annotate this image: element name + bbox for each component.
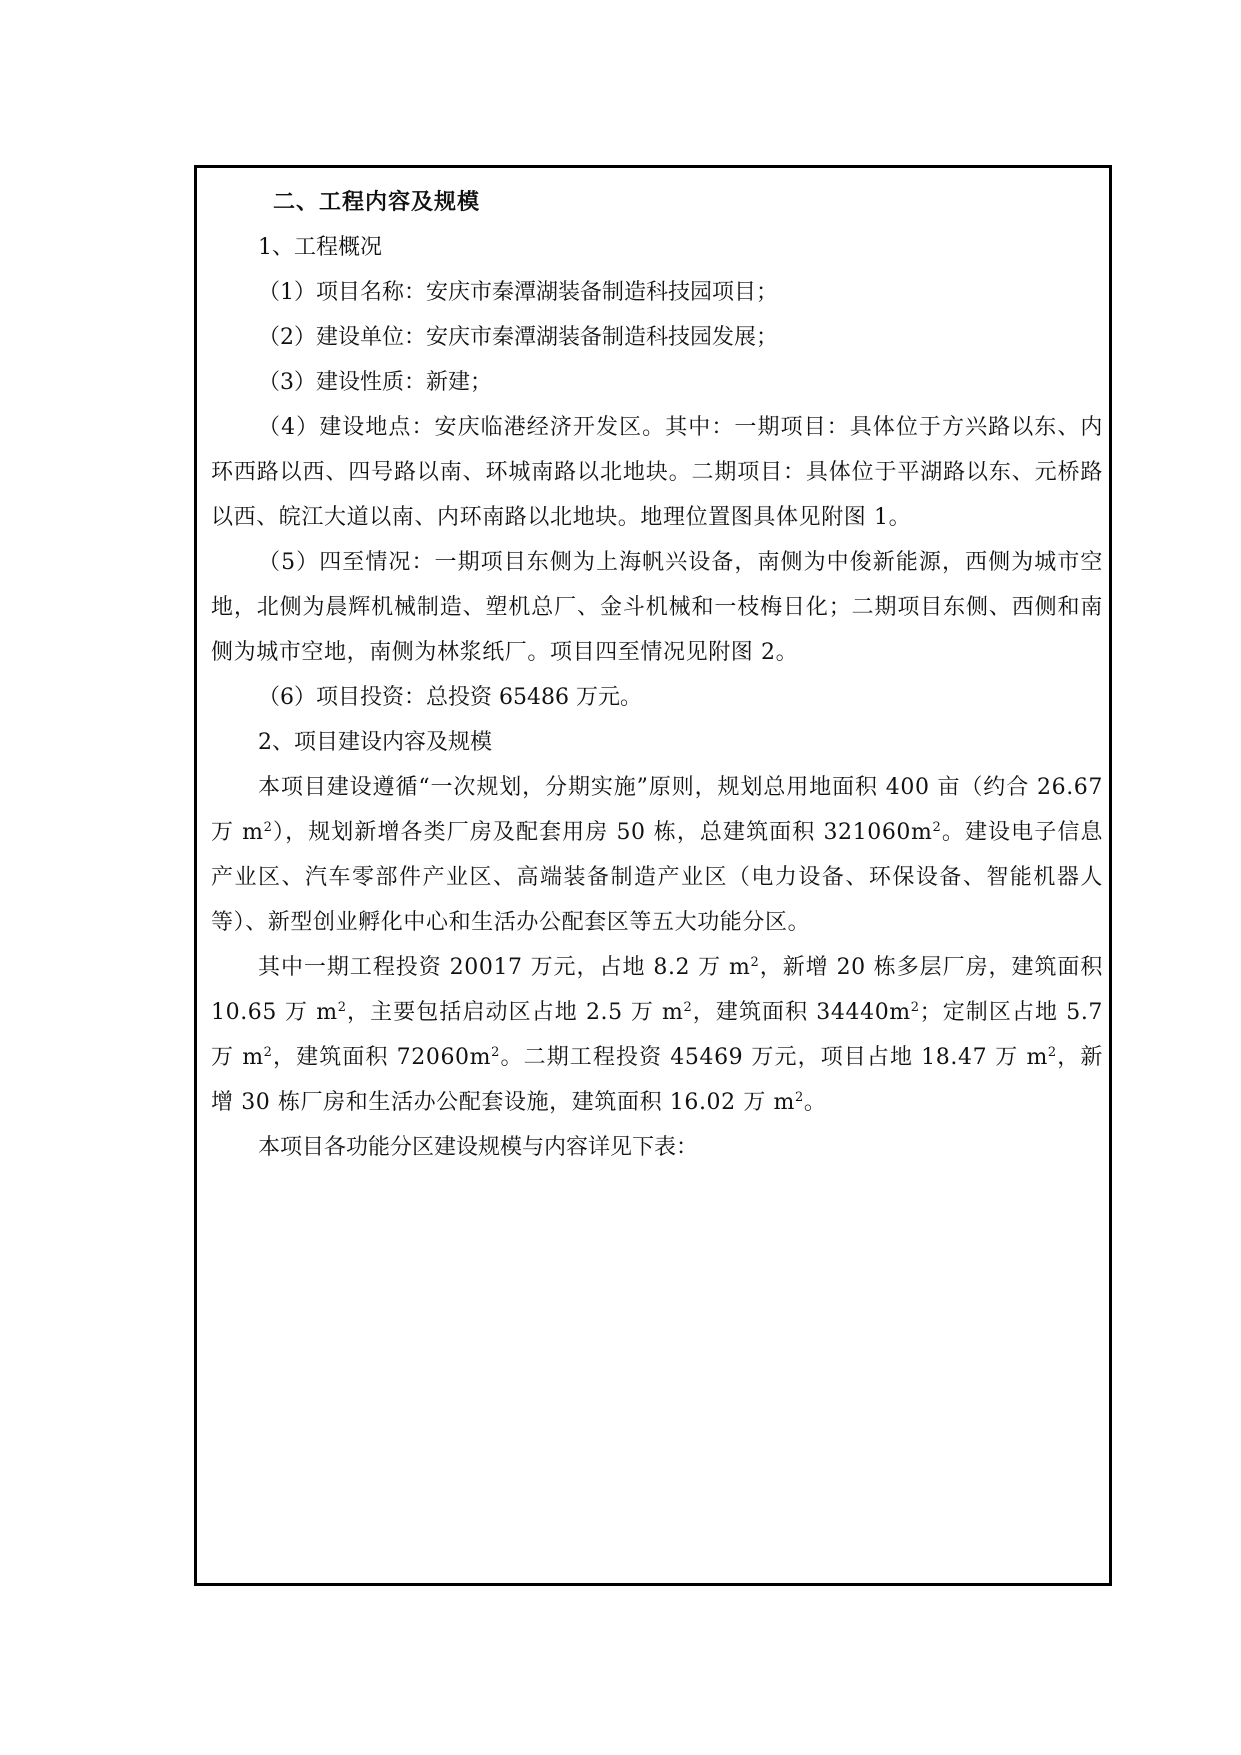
item-surroundings: （5）四至情况：一期项目东侧为上海帆兴设备，南侧为中俊新能源，西侧为城市空地，北侧为晨辉机械制造、塑机总厂、金斗机械和一枝梅日化；二期项目东侧、西侧和南侧为城市空地，南侧为林浆纸厂。项目四至情况见附图 2。 — [211, 550, 1103, 665]
text-run: 本项目建设遵循“一次规划，分期实施”原则，规划总用地面积 400 亩（约合 26.67 万 m — [211, 775, 1103, 845]
text-run: ，新增 20 栋多层厂房，建筑面积 10.65 万 m — [211, 955, 1103, 1025]
superscript: 2 — [683, 1000, 693, 1015]
item-construction-nature: （3）建设性质：新建； — [258, 370, 492, 395]
text-run: 。建设电子信息产业区、汽车零部件产业区、高端装备制造产业区（电力设备、环保设备、智能机器人等）、新型创业孵化中心和生活办公配套区等五大功能分区。 — [211, 820, 1104, 935]
text-run: 。 — [803, 1090, 827, 1115]
text-run: ，建筑面积 34440m — [692, 1000, 911, 1025]
text-run: ，新增 30 栋厂房和生活办公配套设施，建筑面积 16.02 万 m — [211, 1045, 1104, 1115]
content-frame — [194, 165, 1112, 1586]
paragraph-table-reference: 本项目各功能分区建设规模与内容详见下表： — [258, 1135, 699, 1160]
superscript: 2 — [1047, 1045, 1057, 1060]
subsection-title-overview: 1、工程概况 — [258, 235, 382, 260]
section-title: 二、工程内容及规模 — [273, 189, 481, 215]
text-run: 其中一期工程投资 20017 万元，占地 8.2 万 m — [258, 955, 751, 980]
superscript: 2 — [491, 1045, 500, 1060]
text-run: ，主要包括启动区占地 2.5 万 m — [346, 1000, 684, 1025]
subsection-title-scale: 2、项目建设内容及规模 — [258, 730, 492, 755]
superscript: 2 — [750, 955, 760, 970]
item-project-name: （1）项目名称：安庆市秦潭湖装备制造科技园项目； — [258, 280, 778, 305]
item-investment: （6）项目投资：总投资 65486 万元。 — [258, 685, 642, 710]
text-run: ；定制区占地 5.7 万 m — [211, 1000, 1104, 1070]
item-construction-unit: （2）建设单位：安庆市秦潭湖装备制造科技园发展； — [258, 325, 778, 350]
item-construction-location: （4）建设地点：安庆临港经济开发区。其中：一期项目：具体位于方兴路以东、内环西路以西、四号路以南、环城南路以北地块。二期项目：具体位于平湖路以东、元桥路以西、皖江大道以南、内环南路以北地块。地理位置图具体见附图 1。 — [211, 415, 1103, 530]
superscript: 2 — [795, 1090, 804, 1105]
paragraph-phases — [211, 945, 1103, 1125]
text-run: ），规划新增各类厂房及配套用房 50 栋，总建筑面积 321060m — [272, 820, 933, 845]
text-run: 。二期工程投资 45469 万元，项目占地 18.47 万 m — [499, 1045, 1048, 1070]
superscript: 2 — [910, 1000, 920, 1015]
text-run: ，建筑面积 72060m — [272, 1045, 492, 1070]
superscript: 2 — [337, 1000, 347, 1015]
superscript: 2 — [932, 820, 942, 835]
document-body — [211, 180, 1103, 1170]
superscript: 2 — [263, 820, 273, 835]
paragraph-planning — [211, 765, 1103, 945]
superscript: 2 — [263, 1045, 273, 1060]
